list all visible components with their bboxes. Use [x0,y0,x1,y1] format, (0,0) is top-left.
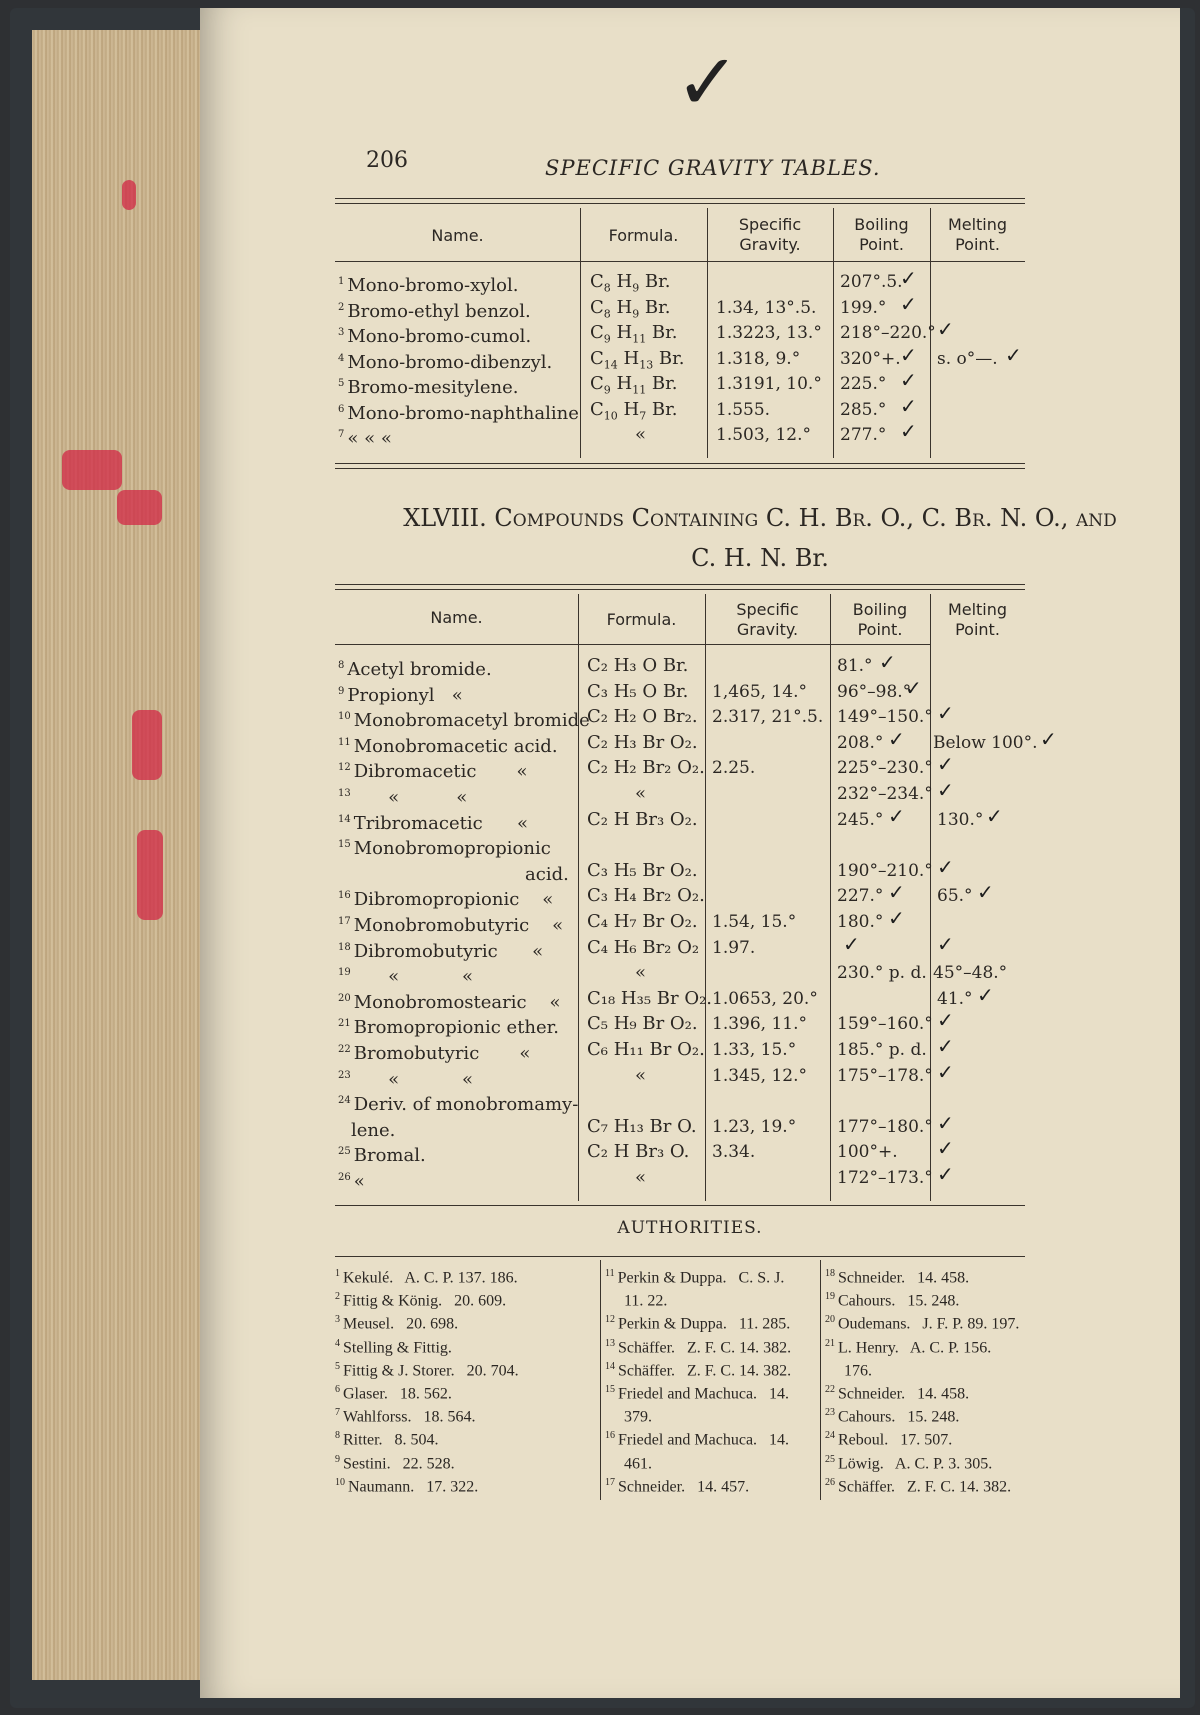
compound-name: Monobromobutyric « [353,915,564,936]
formula-part: C [590,322,604,343]
check-mark-icon: ✓ [937,1136,954,1161]
red-ink-mark [117,490,162,525]
table-row-name [338,321,531,349]
table-row-name [338,756,528,784]
check-mark-icon: ✓ [937,1034,954,1058]
check-mark-icon: ✓ [843,931,860,956]
column-header-name: Name. [431,226,484,245]
footnote-ref: 5 [335,1360,340,1372]
table-row-name [338,1089,578,1117]
check-mark-icon: ✓ [888,880,905,905]
formula-part: Br. [639,296,671,318]
check-mark-icon: ✓ [977,880,994,905]
footnote-ref: 5 [338,378,345,389]
table-row-boiling-point: 218°–220.° [840,323,936,343]
table-row-boiling-point: 96°–98.° [837,681,912,702]
running-head: SPECIFIC GRAVITY TABLES. [545,156,881,180]
footnote-ref: 13 [605,1337,615,1349]
check-mark-icon: ✓ [888,726,905,751]
table-row-formula: « [635,783,647,804]
formula-part: C [590,347,604,369]
authority-text: Meusel. 20. 698. [343,1315,459,1333]
compound-name: Monobromopropionic [353,838,551,860]
footnote-ref: 11 [605,1268,615,1279]
table-row-specific-gravity: 1.0653, 20.° [712,988,818,1009]
table-row-formula: C₇ H₁₃ Br O. [587,1115,697,1137]
table-row-boiling-point: 227.° [837,886,884,907]
compound-name: Mono-bromo-xylol. [347,275,519,296]
table-row-name [338,398,579,426]
formula-part: Br. [653,347,685,369]
table-row-specific-gravity: 1,465, 14.° [712,681,808,702]
table-row-boiling-point: 180.° [837,912,884,932]
table-row-name [338,680,463,708]
formula-part: 13 [639,358,654,372]
compound-name: Bromobutyric « [353,1043,531,1064]
red-ink-mark [132,710,162,780]
table-row-formula: C₅ H₉ Br O₂. [587,1013,698,1035]
table-row-formula: C₆ H₁₁ Br O₂. [587,1039,705,1060]
table-row-formula [635,423,646,454]
footnote-ref: 4 [338,352,345,364]
compound-name: Mono-bromo-naphthaline [347,402,579,424]
compound-name: Monobromostearic « [353,991,561,1013]
check-mark-icon: ✓ [937,1008,954,1033]
table-row-name [338,1166,365,1194]
footnote-ref: 1 [338,276,345,287]
authority-text: Schneider. 14. 458. [838,1385,970,1403]
check-mark-icon: ✓ [977,982,994,1007]
table-row-name [338,296,531,324]
compound-name: Mono-bromo-cumol. [347,326,532,347]
section-title-line2: C. H. N. Br. [691,544,829,572]
authority-text: Cahours. 15. 248. [838,1292,960,1310]
column-header-melting-point: Melting Point. [947,600,1008,639]
footnote-ref: 25 [338,1146,351,1158]
authority-text: 461. [624,1454,652,1472]
footnote-ref: 18 [338,941,351,953]
table-row-melting-point: 41.° [937,988,973,1009]
section-numeral: XLVIII. [403,504,487,532]
table-row-boiling-point: 232°–234.° [837,784,933,804]
table-row-name [338,833,551,861]
formula-part: 8 [603,281,611,295]
handwritten-check-mark: ✓ [675,38,741,128]
compound-name: « « [353,787,468,808]
authority-text: Friedel and Machuca. 14. [618,1431,790,1449]
formula-part: 9 [603,383,611,397]
footnote-ref: 22 [338,1044,351,1055]
column-header-formula: Formula. [608,226,679,245]
footnote-ref: 10 [335,1476,345,1488]
formula-part: C [590,271,604,292]
footnote-ref: 15 [338,839,351,851]
table-row-melting-point: Below 100°. [933,732,1038,753]
check-mark-icon: ✓ [986,803,1003,828]
compound-name: « « [353,966,474,988]
section-title [340,498,1180,578]
authority-text: Schneider. 14. 457. [618,1478,750,1496]
table-row-name [338,808,528,836]
red-ink-mark [62,450,122,490]
authority-text: Schneider. 14. 458. [838,1269,970,1287]
footnote-ref: 20 [338,992,351,1004]
table-row-specific-gravity: 1.345, 12.° [712,1065,808,1086]
footnote-ref: 19 [825,1291,835,1303]
table-row-name [338,1038,530,1066]
table-row-boiling-point: 185.° p. d. [837,1040,927,1060]
formula-part: H [610,322,633,343]
footnote-ref: 16 [605,1430,615,1442]
table-row-name [338,347,552,375]
authority-text: Naumann. 17. 322. [348,1478,479,1496]
footnote-ref: 22 [825,1384,835,1395]
formula-part: Br. [646,322,678,343]
section-title-line1: Compounds Containing C. H. Br. O., C. Br. N. O., and [494,504,1117,532]
compound-name: Dibromacetic « [353,761,528,783]
formula-part: 14 [603,358,618,372]
check-mark-icon: ✓ [937,854,954,879]
table-row-formula: C₃ H₅ Br O₂. [587,859,698,881]
table-row-boiling-point: 159°–160.° [837,1014,933,1035]
compound-name: Dibromopropionic « [353,889,554,911]
authority-text: Kekulé. A. C. P. 137. 186. [343,1269,518,1287]
formula-part: H [617,347,640,369]
check-mark-icon: ✓ [937,778,954,802]
compound-name: « « « [347,428,392,449]
check-mark-icon: ✓ [937,931,954,956]
footnote-ref: 13 [338,788,351,799]
table-row-specific-gravity: 2.317, 21°.5. [712,707,824,728]
footnote-ref: 3 [335,1314,340,1326]
authority-text: Wahlforss. 18. 564. [343,1408,476,1426]
authority-text: Stelling & Fittig. [343,1338,452,1356]
check-mark-icon: ✓ [879,650,896,674]
check-mark-icon: ✓ [937,1162,954,1186]
table-row-formula: C₂ H Br₃ O₂. [587,808,698,830]
check-mark-icon: ✓ [1040,726,1057,751]
compound-name: Bromopropionic ether. [353,1017,560,1039]
formula-part: 11 [632,383,647,397]
table-row-specific-gravity: 1.34, 13°.5. [716,297,817,318]
authority-text: Schäffer. Z. F. C. 14. 382. [618,1338,792,1356]
footnote-ref: 8 [335,1430,340,1442]
formula-part: Br. [646,398,678,420]
check-mark-icon: ✓ [888,803,905,828]
footnote-ref: 26 [825,1476,835,1488]
column-header-boiling-point: Boiling Point. [854,215,909,254]
table-row-formula: C₁₈ H₃₅ Br O₂. [587,987,713,1009]
footnote-ref: 23 [338,1069,351,1081]
table-row-name [338,654,492,682]
compound-name: Deriv. of monobromamy- [353,1094,579,1116]
page-number: 206 [366,148,408,173]
table-row-specific-gravity: 1.318, 9.° [716,348,801,369]
footnote-ref: 12 [338,762,351,774]
footnote-ref: 24 [338,1095,351,1107]
authority-text: Löwig. A. C. P. 3. 305. [838,1454,993,1472]
authority-text: 176. [844,1362,872,1380]
table-row-name [338,1140,426,1168]
check-mark-icon: ✓ [900,342,917,367]
formula-part: C [590,373,604,394]
footnote-ref: 3 [338,327,345,338]
footnote-ref: 1 [335,1268,340,1279]
footnote-ref: 14 [338,813,351,825]
compound-name: lene. [351,1119,396,1141]
check-mark-icon: ✓ [905,675,922,700]
authority-text: Schäffer. Z. F. C. 14. 382. [618,1362,792,1380]
table-row-name [338,731,558,759]
table-row-formula: « [635,962,647,984]
compound-name: Tribromacetic « [353,812,529,834]
table-row-formula: C₄ H₇ Br O₂. [587,911,698,932]
compound-name: Propionyl « [347,684,463,706]
table-row-formula: C₂ H₂ Br₂ O₂. [587,757,705,779]
formula-part: Br. [646,373,678,394]
formula-part: « [635,424,647,445]
footnote-ref: 6 [338,403,345,415]
table-row-boiling-point: 225°–230.° [837,758,933,779]
table-row-formula: C₂ H₂ O Br₂. [587,706,698,728]
table-row-boiling-point: 100°+. [837,1142,898,1163]
page-edges [32,30,202,1680]
table-row-boiling-point: 285.° [840,399,887,420]
footnote-ref: 4 [335,1337,340,1349]
formula-part: C [590,296,604,318]
formula-part: 8 [603,307,611,321]
table-row-boiling-point: 230.° p. d. [837,963,927,984]
table-row-boiling-point: 172°–173.° [837,1168,933,1188]
table-row-boiling-point: 207°.5. [840,272,903,292]
table-row-formula: C₃ H₅ O Br. [587,680,689,702]
formula-part: 9 [632,281,640,295]
authority-text: Oudemans. J. F. P. 89. 197. [838,1315,1020,1333]
footnote-ref: 11 [338,736,351,748]
table-row-specific-gravity: 3.34. [712,1142,756,1163]
check-mark-icon: ✓ [900,291,917,316]
check-mark-icon: ✓ [937,752,954,777]
formula-part: 9 [632,307,640,321]
formula-part: C [590,398,604,420]
table-row-boiling-point: 149°–150.° [837,707,933,728]
compound-name: « « [353,1068,474,1090]
compound-name: Monobromacetic acid. [353,735,558,757]
table-row-specific-gravity: 1.3223, 13.° [716,323,822,343]
authority-text: Schäffer. Z. F. C. 14. 382. [838,1478,1012,1496]
authority-text: Perkin & Duppa. 11. 285. [618,1315,791,1333]
table-row-boiling-point: 190°–210.° [837,860,933,881]
column-header-melting-point: Melting Point. [947,215,1008,254]
table-row-name [338,987,561,1015]
authority-text: 11. 22. [624,1292,668,1310]
table-row-name [522,859,569,887]
authority-text: Fittig & König. 20. 609. [343,1292,507,1310]
table-row-melting-point: 65.° [937,886,973,907]
table-row-name [348,1115,395,1143]
table-row-name [338,782,467,810]
authority-text: Fittig & J. Storer. 20. 704. [343,1362,519,1380]
check-mark-icon: ✓ [937,1059,954,1084]
table-row-name [338,705,590,733]
footnote-ref: 2 [335,1291,340,1303]
footnote-ref: 7 [335,1407,340,1419]
compound-name: Bromal. [353,1145,426,1167]
compound-name: Dibromobutyric « [353,940,544,962]
formula-part: H [610,296,633,318]
authority-entry [605,1471,815,1498]
formula-part: H [617,398,640,420]
compound-name: Acetyl bromide. [347,659,492,680]
table-row-formula: « [635,1064,647,1086]
check-mark-icon: ✓ [900,419,917,443]
column-header-name: Name. [430,608,483,627]
table-row-specific-gravity: 1.396, 11.° [712,1014,808,1035]
table-row-formula: C₃ H₄ Br₂ O₂. [587,885,705,907]
check-mark-icon: ✓ [937,701,954,726]
red-ink-mark [137,830,163,920]
table-row-specific-gravity: 1.555. [716,399,771,420]
authority-entry [825,1471,1035,1498]
table-row-boiling-point: 225.° [840,374,887,394]
table-row-specific-gravity: 1.3191, 10.° [716,374,822,394]
footnote-ref: 14 [605,1360,615,1372]
footnote-ref: 17 [338,916,351,927]
table-row-formula: C₂ H Br₃ O. [587,1141,690,1163]
table-row-specific-gravity: 1.97. [712,937,756,958]
footnote-ref: 21 [825,1337,835,1349]
table-row-melting-point: 130.° [937,809,984,830]
table-row-boiling-point: 208.° [837,732,884,753]
table-row-name [338,1064,473,1092]
footnote-ref: 7 [338,429,345,440]
authority-text: Glaser. 18. 562. [343,1385,452,1403]
compound-name: acid. [525,863,569,885]
footnote-ref: 9 [335,1453,340,1465]
check-mark-icon: ✓ [937,317,954,341]
table-row-boiling-point: 175°–178.° [837,1065,933,1086]
table-row-name [338,936,543,964]
table-row-formula: C₂ H₃ O Br. [587,655,689,676]
footnote-ref: 20 [825,1314,835,1326]
red-ink-mark [122,180,136,210]
table-row-name [338,961,473,989]
authority-text: L. Henry. A. C. P. 156. [838,1338,992,1356]
formula-part: H [610,271,633,292]
table-row-formula: « [635,1167,647,1188]
compound-name: Mono-bromo-dibenzyl. [347,351,553,373]
footnote-ref: 21 [338,1018,351,1030]
table-row-specific-gravity: 1.33, 15.° [712,1040,797,1060]
table-row-specific-gravity: 1.23, 19.° [712,1116,797,1137]
check-mark-icon: ✓ [900,368,917,392]
table-row-specific-gravity: 1.503, 12.° [716,425,812,445]
table-row-name [338,372,519,400]
table-row-name [338,270,519,298]
formula-part: Br. [639,271,671,292]
footnote-ref: 6 [335,1384,340,1395]
table-row-formula [590,398,678,429]
footnote-ref: 23 [825,1407,835,1419]
footnote-ref: 16 [338,890,351,902]
compound-name: « [353,1171,365,1192]
footnote-ref: 8 [338,660,345,671]
table-row-name [338,884,553,912]
table-row-name [338,1012,559,1040]
footnote-ref: 19 [338,967,351,979]
table-row-name [338,910,563,938]
authorities-title: AUTHORITIES. [617,1218,763,1238]
authority-text: Perkin & Duppa. C. S. J. [617,1269,785,1287]
authority-text: Friedel and Machuca. 14. [618,1385,790,1403]
formula-part: 7 [639,409,647,423]
check-mark-icon: ✓ [888,906,905,930]
table-row-formula: C₂ H₃ Br O₂. [587,731,698,753]
table-row-formula: C₄ H₆ Br₂ O₂ [587,936,700,958]
table-row-boiling-point: 177°–180.° [837,1116,933,1137]
authority-text: Reboul. 17. 507. [838,1431,953,1449]
formula-part: 10 [603,409,618,423]
authority-text: Ritter. 8. 504. [343,1431,439,1449]
formula-part: 11 [632,332,647,346]
footnote-ref: 9 [338,685,345,697]
table-row-boiling-point: 245.° [837,809,884,830]
authority-entry [335,1471,597,1498]
check-mark-icon: ✓ [900,393,917,418]
column-header-specific-gravity: Specific Gravity. [736,600,799,639]
table-row-melting-point: s. o°—. [937,348,998,369]
formula-part: 9 [603,332,611,346]
check-mark-icon: ✓ [1005,342,1022,367]
footnote-ref: 25 [825,1453,835,1465]
footnote-ref: 2 [338,301,345,313]
footnote-ref: 15 [605,1384,615,1395]
table-row-specific-gravity: 1.54, 15.° [712,912,797,932]
formula-part: H [610,373,633,394]
check-mark-icon: ✓ [937,1110,954,1135]
table-row-specific-gravity: 2.25. [712,758,756,779]
compound-name: Monobromacetyl bromide [353,710,590,732]
table-row-melting-point: 45°–48.° [933,963,1008,984]
table-row-boiling-point: 81.° [837,656,873,676]
column-header-formula: Formula. [606,610,677,629]
table-row-boiling-point: 277.° [840,425,887,445]
compound-name: Bromo-mesitylene. [347,377,519,398]
table-row-boiling-point: 199.° [840,297,887,318]
table-row-boiling-point: 320°+. [840,348,901,369]
check-mark-icon: ✓ [900,266,917,290]
footnote-ref: 26 [338,1172,351,1183]
compound-name: Bromo-ethyl benzol. [347,300,531,322]
footnote-ref: 10 [338,711,351,723]
footnote-ref: 24 [825,1430,835,1442]
footnote-ref: 12 [605,1314,615,1326]
column-header-specific-gravity: Specific Gravity. [738,215,802,254]
authority-text: Sestini. 22. 528. [343,1454,455,1472]
footnote-ref: 17 [605,1476,615,1488]
table-row-name [338,423,392,451]
footnote-ref: 18 [825,1268,835,1279]
column-header-boiling-point: Boiling Point. [852,600,908,639]
authority-text: 379. [624,1408,652,1426]
book-page [200,8,1180,1698]
authority-text: Cahours. 15. 248. [838,1408,960,1426]
